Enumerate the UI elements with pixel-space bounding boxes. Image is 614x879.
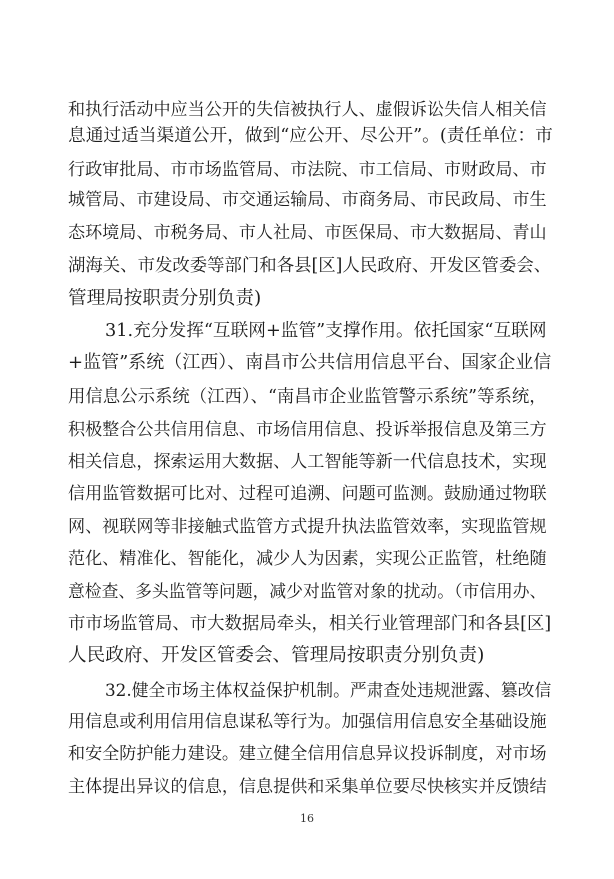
text-line: 信用监管数据可比对、过程可追溯、问题可监测。鼓励通过物联 bbox=[68, 484, 547, 504]
text-line: 态环境局、市税务局、市人社局、市医保局、市大数据局、青山 bbox=[68, 223, 547, 243]
text-line: 范化、精准化、智能化，减少人为因素，实现公正监管，杜绝随 bbox=[68, 549, 547, 569]
text-line: 用信息公示系统（江西）、“南昌市企业监管警示系统”等系统， bbox=[68, 387, 547, 407]
text-line: 主体提出异议的信息，信息提供和采集单位要尽快核实并反馈结 bbox=[68, 777, 547, 797]
page-number: 16 bbox=[300, 812, 314, 825]
text-line: 和执行活动中应当公开的失信被执行人、虚假诉讼失信人相关信 bbox=[68, 100, 547, 120]
paragraph-32-start: 32.健全市场主体权益保护机制。严肃查处违规泄露、篡改信 bbox=[105, 680, 552, 700]
text-line: 行政审批局、市市场监管局、市法院、市工信局、市财政局、市 bbox=[68, 160, 547, 180]
text-line: 用信息或利用信用信息谋私等行为。加强信用信息安全基础设施 bbox=[68, 712, 547, 732]
text-line: 和安全防护能力建设。建立健全信用信息异议投诉制度，对市场 bbox=[68, 744, 547, 764]
text-line: +监管”系统（江西）、南昌市公共信用信息平台、国家企业信 bbox=[68, 352, 552, 373]
text-line: 管理局按职责分别负责) bbox=[68, 288, 262, 309]
text-line: 相关信息，探索运用大数据、人工智能等新一代信息技术，实现 bbox=[68, 452, 547, 472]
text-line: 意检查、多头监管等问题，减少对监管对象的扰动。（市信用办、 bbox=[68, 581, 547, 601]
text-line: 积极整合公共信用信息、市场信用信息、投诉举报信息及第三方 bbox=[68, 420, 547, 440]
text-line: 息通过适当渠道公开，做到“应公开、尽公开”。(责任单位：市 bbox=[68, 126, 553, 146]
text-line: 人民政府、开发区管委会、管理局按职责分别负责) bbox=[68, 645, 485, 666]
text-line: 网、视联网等非接触式监管方式提升执法监管效率，实现监管规 bbox=[68, 517, 547, 537]
paragraph-31-start: 31.充分发挥“互联网+监管”支撑作用。依托国家“互联网 bbox=[105, 321, 547, 341]
text-line: 城管局、市建设局、市交通运输局、市商务局、市民政局、市生 bbox=[68, 190, 547, 210]
text-line: 湖海关、市发改委等部门和各县[区]人民政府、开发区管委会、 bbox=[68, 256, 552, 276]
text-line: 市市场监管局、市大数据局牵头，相关行业管理部门和各县[区] bbox=[68, 614, 552, 634]
